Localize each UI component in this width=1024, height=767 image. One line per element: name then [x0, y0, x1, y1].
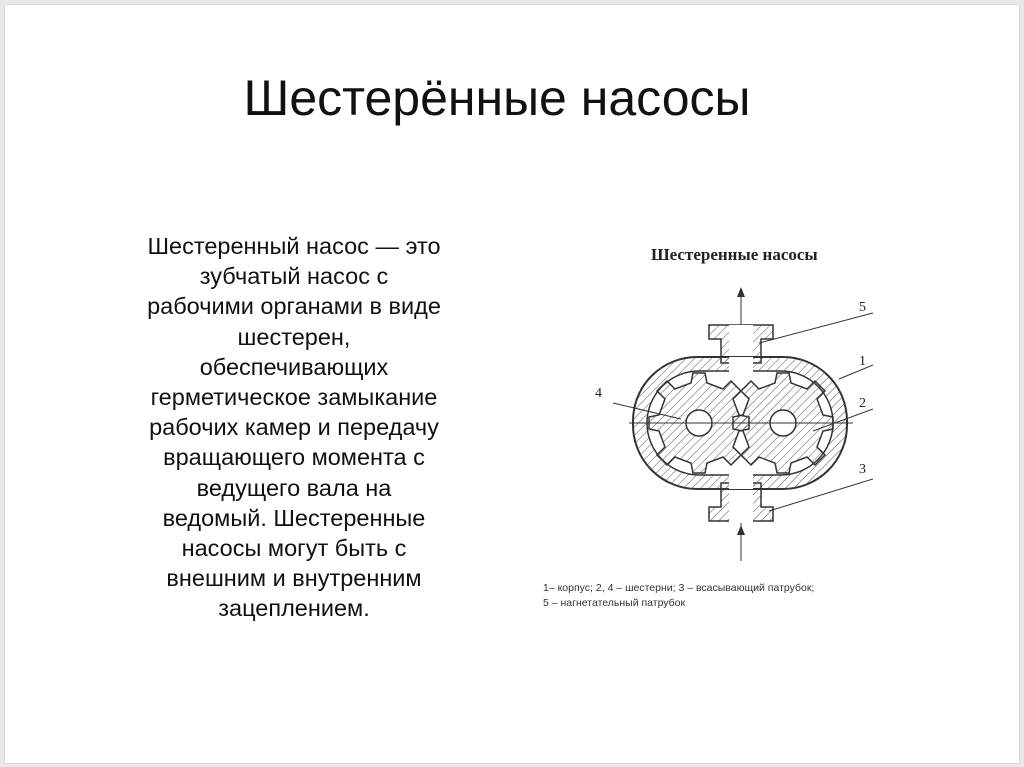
body-line: ведомый. Шестеренные: [162, 504, 426, 531]
body-line: Шестеренный насос — это: [147, 233, 441, 259]
slide-title: Шестерённые насосы: [243, 70, 751, 126]
label-3: 3: [859, 462, 866, 477]
body-line: внешним и внутренним: [166, 565, 422, 592]
figure-caption: [543, 581, 814, 611]
slide: [4, 4, 1020, 764]
body-line: рабочих камер и передачу: [149, 414, 439, 441]
body-line: вращающего момента с: [163, 444, 425, 471]
body-line: зубчатый насос с: [199, 263, 389, 290]
leader-line-1: [839, 365, 873, 379]
body-line: шестерен,: [237, 323, 351, 350]
label-2: 2: [859, 396, 866, 411]
gear-pump-diagram: [533, 231, 873, 581]
label-5: 5: [859, 300, 866, 315]
body-line: рабочими органами в виде: [147, 293, 441, 320]
body-line: насосы могут быть с: [181, 535, 407, 562]
figure-title: Шестеренные насосы: [651, 245, 818, 264]
discharge-arrow-icon: [737, 287, 745, 297]
body-line: герметическое замыкание: [150, 384, 438, 411]
body-line: зацеплением.: [218, 595, 370, 622]
label-1: 1: [859, 354, 866, 369]
body-text: [101, 231, 487, 624]
gear-pump-figure: [533, 231, 873, 631]
label-4: 4: [595, 386, 602, 401]
suction-arrow-icon: [737, 525, 745, 535]
caption-line: 1– корпус; 2, 4 – шестерни; 3 – всасывающий патрубок;: [543, 582, 815, 594]
body-line: ведущего вала на: [196, 474, 392, 501]
body-line: обеспечивающих: [199, 353, 389, 380]
leader-line-5: [759, 313, 873, 343]
caption-line: 5 – нагнетательный патрубок: [543, 597, 686, 609]
